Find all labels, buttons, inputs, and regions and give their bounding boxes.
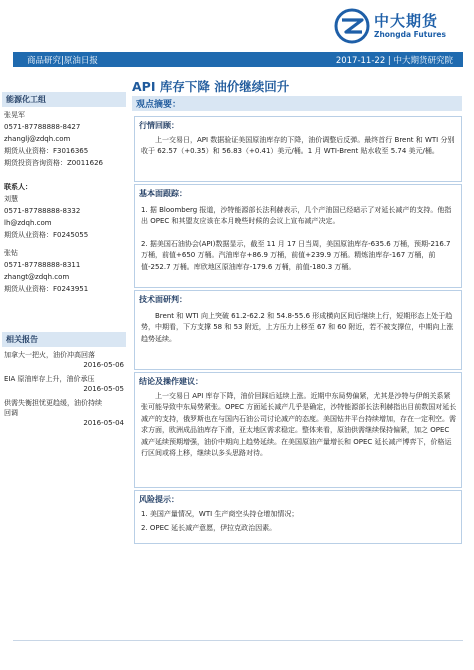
summary-tab: 观点摘要： — [132, 96, 462, 111]
section-text: 上一交易日 API 库存下降，油价回踩后延续上涨。近期中东局势偏紧，尤其是沙特与伊朗关系紧张可能导致中东局势紧张。OPEC 方面延长减产几乎是确定，沙特能源部长法利赫指出目前数国对延长减产的支持，俄罗斯也在与国内石油公司讨论减产的态度。美国钻井平台持续增加，存在一定利空。需求方面，欧洲成品油库存下滑，亚太地区需求稳定。整体来看，原油供需继续保持偏紧，加之 OPEC 减产延续预期增强，油价中期向上趋势延续。在美国原油产量增长和 OPEC 延长减产博弈下，价格运行区间或将上移，继续以多头思路对待。 — [141, 392, 457, 458]
contact-phone: 0571-87788888-8332 — [4, 207, 81, 215]
contact2-email[interactable]: zhangt@zdqh.com — [4, 273, 70, 281]
contact-license: 期货从业资格：F0245055 — [4, 231, 89, 239]
technical-section — [134, 290, 462, 370]
brand-name-en: Zhongda Futures — [374, 30, 446, 39]
market-review-section — [134, 116, 462, 182]
analyst-phone: 0571-87788888-8427 — [4, 123, 81, 131]
analyst-email[interactable]: zhanglj@zdqh.com — [4, 135, 71, 143]
contact-email[interactable]: lh@zdqh.com — [4, 219, 52, 227]
conclusion-section — [134, 372, 462, 488]
contact2-phone: 0571-87788888-8311 — [4, 261, 81, 269]
contact2-license: 期货从业资格：F0243951 — [4, 285, 89, 293]
list-item: 2. OPEC 延长减产意愿，伊拉克政治因素。 — [141, 524, 277, 532]
company-logo — [334, 8, 462, 48]
list-item: 1. 据 Bloomberg 报道，沙特能源部长法利赫表示，几个产油国已经暗示了对延长减产的支持。他指出 OPEC 和其盟友应该在本月晚些时候的会议上宣布减产决定。 — [141, 206, 452, 226]
brand-name-cn: 中大期货 — [374, 12, 439, 30]
report-category: 商品研究|原油日报 — [27, 56, 98, 66]
analyst-license: 期货从业资格：F3016365 — [4, 147, 89, 155]
related-report[interactable]: EIA 原油库存上升，油价承压 2016-05-05 — [4, 375, 124, 393]
team-title: 能源化工组 — [2, 92, 126, 107]
contact-label: 联系人： — [4, 183, 32, 191]
page-title: API 库存下降 油价继续回升 — [132, 79, 290, 94]
analyst-name: 张晃军 — [4, 111, 25, 119]
section-text: 上一交易日，API 数据验证美国原油库存的下降，油价调整后反弹。最终首行 Brent 和 WTI 分别收于 62.57（+0.35）和 56.83（+0.41）美元/桶。1 月 WTI-Brent 贴水收至 5.74 美元/桶。 — [141, 136, 455, 156]
section-heading: 行情回顾： — [139, 121, 179, 130]
header-bar — [13, 52, 463, 67]
fundamentals-section — [134, 184, 462, 288]
risk-section — [134, 490, 462, 544]
section-heading: 结论及操作建议： — [139, 377, 203, 386]
list-item: 1. 美国产量情况，WTI 生产商空头持仓增加情况； — [141, 510, 299, 518]
contact-name: 刘慧 — [4, 195, 18, 203]
section-heading: 风险提示： — [139, 495, 179, 504]
contact2-name: 张钻 — [4, 249, 18, 257]
section-heading: 基本面跟踪： — [139, 189, 187, 198]
footer-divider — [13, 640, 463, 641]
analyst-advisor-license: 期货投资咨询资格：Z0011626 — [4, 159, 103, 167]
related-title: 相关报告 — [2, 332, 126, 347]
section-heading: 技术面研判： — [139, 295, 187, 304]
related-report[interactable]: 供需失衡担忧更趋缓，油价持续 回调 2016-05-04 — [4, 399, 124, 427]
report-date-institute: 2017-11-22 | 中大期货研究院 — [335, 56, 453, 66]
list-item: 2. 据美国石油协会(API)数据显示，截至 11 月 17 日当周，美国原油库存-635.6 万桶，预期-216.7 万桶，前值+650 万桶。汽油库存+86.9 万桶，前值+239.9 万桶。精炼油库存-167 万桶，前值-252.7 万桶。库欣地区原油库存-179.6 万桶，前值-180.3 万桶。 — [141, 240, 451, 271]
related-report[interactable]: 加拿大一把火，油价冲高回落 2016-05-06 — [4, 351, 124, 369]
zhongda-logo-icon — [334, 8, 370, 44]
section-text: Brent 和 WTI 向上突破 61.2-62.2 和 54.8-55.6 形成横向区间后继续上行，短期形态上处于趋势，中期看，下方支撑 58 和 53 附近，上方压力上移至 67 和 60 附近，若不被支撑位，中期向上涨趋势延续。 — [141, 312, 454, 343]
